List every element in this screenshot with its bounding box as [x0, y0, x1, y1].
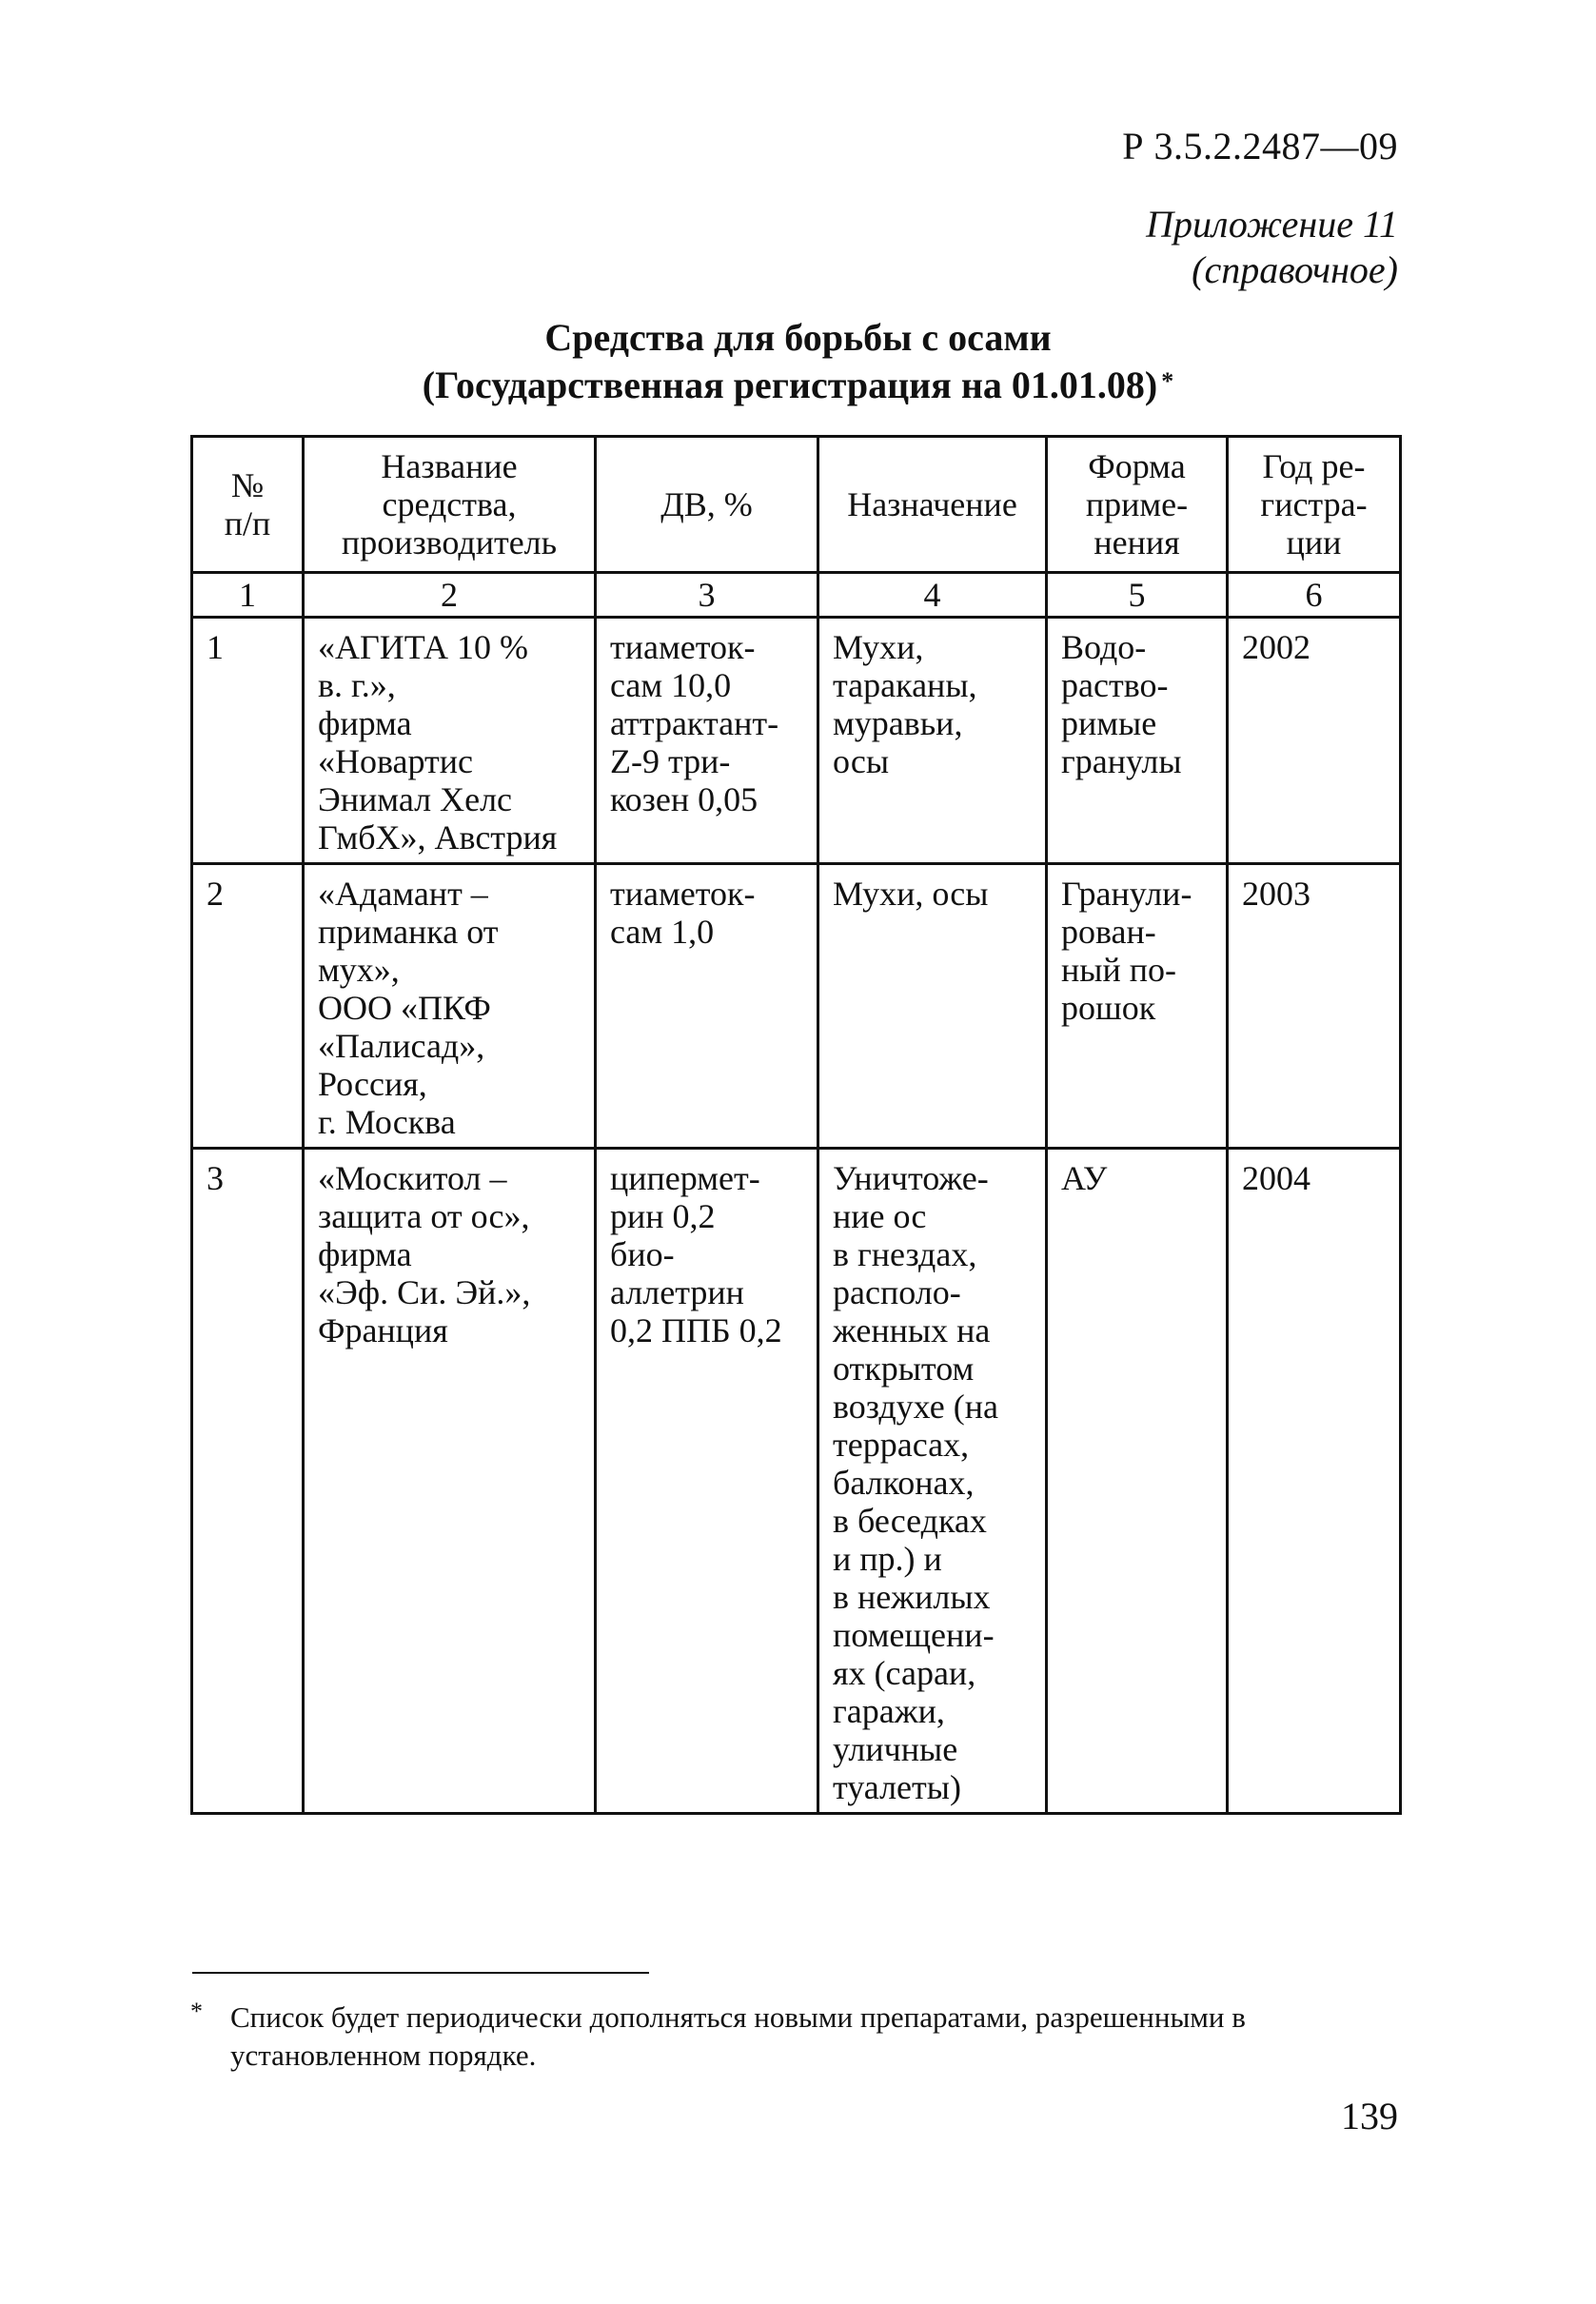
- cell-line: 2: [207, 875, 224, 913]
- cell-line: и пр.) и: [833, 1540, 942, 1578]
- footnote-text: Список будет периодически дополняться новыми препаратами, разрешенными в установленном порядке.: [230, 2000, 1246, 2072]
- title-line-2-text: (Государственная регистрация на 01.01.08): [422, 364, 1158, 406]
- column-header-4: [818, 437, 1047, 573]
- column-number: 3: [596, 573, 818, 618]
- cell-line: 3: [207, 1159, 224, 1197]
- cell-line: осы: [833, 742, 890, 780]
- cell-line: Россия,: [318, 1065, 427, 1103]
- column-header-line: ДВ, %: [660, 485, 753, 523]
- registration-year-cell: [1228, 864, 1401, 1149]
- cell-line: тиаметок-: [610, 628, 756, 666]
- cell-line: раство-: [1061, 666, 1169, 704]
- cell-line: козен 0,05: [610, 780, 759, 818]
- cell-line: балконах,: [833, 1464, 975, 1502]
- page-title: [190, 314, 1406, 409]
- cell-line: ГмбХ», Австрия: [318, 818, 558, 857]
- page-number: 139: [1341, 2095, 1398, 2137]
- cell-line: тиаметок-: [610, 875, 756, 913]
- cell-line: 0,2 ППБ 0,2: [610, 1311, 782, 1349]
- cell-line: Мухи, осы: [833, 875, 989, 913]
- cell-line: рин 0,2: [610, 1197, 716, 1235]
- column-header-line: приме-: [1085, 485, 1189, 523]
- column-header-6: [1228, 437, 1401, 573]
- column-header-line: производитель: [341, 523, 558, 561]
- cell-line: 1: [207, 628, 224, 666]
- title-footnote-mark: *: [1161, 367, 1174, 395]
- cell-line: «АГИТА 10 %: [318, 628, 528, 666]
- cell-line: фирма: [318, 704, 412, 742]
- products-table: [190, 435, 1402, 1815]
- cell-line: ООО «ПКФ: [318, 989, 491, 1027]
- cell-line: «Палисад»,: [318, 1027, 485, 1065]
- cell-line: приманка от: [318, 913, 499, 951]
- appendix-number: Приложение 11: [1146, 203, 1398, 246]
- title-line-1: Средства для борьбы с осами: [544, 316, 1052, 359]
- cell-line: мух»,: [318, 951, 400, 989]
- registration-year-cell: [1228, 1149, 1401, 1814]
- cell-line: гранулы: [1061, 742, 1182, 780]
- cell-line: защита от ос»,: [318, 1197, 530, 1235]
- product-name-cell: [304, 1149, 596, 1814]
- registration-year-cell: [1228, 618, 1401, 864]
- active-ingredient-cell: [596, 618, 818, 864]
- cell-line: Водо-: [1061, 628, 1147, 666]
- product-name-cell: [304, 864, 596, 1149]
- cell-line: туалеты): [833, 1768, 961, 1806]
- cell-line: ях (сараи,: [833, 1654, 976, 1692]
- cell-line: 2004: [1242, 1159, 1310, 1197]
- table-header-row: [192, 437, 1401, 573]
- application-form-cell: [1047, 1149, 1228, 1814]
- cell-line: Франция: [318, 1311, 448, 1349]
- column-header-2: [304, 437, 596, 573]
- purpose-cell: [818, 864, 1047, 1149]
- cell-line: «Эф. Си. Эй.»,: [318, 1273, 531, 1311]
- column-header-1: [192, 437, 304, 573]
- column-numbers-row: [192, 573, 1401, 618]
- column-header-line: гистра-: [1260, 485, 1368, 523]
- cell-line: аттрактант-: [610, 704, 779, 742]
- footnote-mark: *: [190, 1998, 203, 2025]
- table-row: [192, 864, 1401, 1149]
- cell-line: «Новартис: [318, 742, 474, 780]
- cell-line: «Москитол –: [318, 1159, 507, 1197]
- footnote-divider: [192, 1972, 649, 1974]
- cell-line: ние ос: [833, 1197, 927, 1235]
- purpose-cell: [818, 1149, 1047, 1814]
- cell-line: сам 1,0: [610, 913, 715, 951]
- cell-line: муравьи,: [833, 704, 963, 742]
- column-number: 4: [818, 573, 1047, 618]
- active-ingredient-cell: [596, 864, 818, 1149]
- cell-line: Уничтоже-: [833, 1159, 989, 1197]
- row-number-cell: [192, 618, 304, 864]
- appendix-type: (справочное): [1192, 248, 1398, 291]
- cell-line: фирма: [318, 1235, 412, 1273]
- column-header-line: Форма: [1088, 447, 1186, 485]
- cell-line: располо-: [833, 1273, 961, 1311]
- cell-line: био-: [610, 1235, 675, 1273]
- cell-line: в гнездах,: [833, 1235, 977, 1273]
- cell-line: 2003: [1242, 875, 1310, 913]
- cell-line: в нежилых: [833, 1578, 991, 1616]
- cell-line: Гранули-: [1061, 875, 1192, 913]
- cell-line: рован-: [1061, 913, 1156, 951]
- cell-line: ципермет-: [610, 1159, 760, 1197]
- cell-line: помещени-: [833, 1616, 995, 1654]
- table-row: [192, 618, 1401, 864]
- column-header-line: нения: [1094, 523, 1180, 561]
- column-number: 6: [1228, 573, 1401, 618]
- cell-line: гаражи,: [833, 1692, 945, 1730]
- cell-line: открытом: [833, 1349, 975, 1388]
- cell-line: Энимал Хелс: [318, 780, 513, 818]
- cell-line: воздухе (на: [833, 1388, 998, 1426]
- table-row: [192, 1149, 1401, 1814]
- purpose-cell: [818, 618, 1047, 864]
- column-number: 5: [1047, 573, 1228, 618]
- cell-line: в беседках: [833, 1502, 987, 1540]
- title-line-2: [190, 362, 1406, 409]
- document-code: Р 3.5.2.2487—09: [1122, 125, 1398, 167]
- cell-line: римые: [1061, 704, 1157, 742]
- cell-line: аллетрин: [610, 1273, 744, 1311]
- row-number-cell: [192, 1149, 304, 1814]
- column-header-line: №: [230, 466, 265, 504]
- appendix-label: [827, 202, 1398, 293]
- cell-line: Мухи,: [833, 628, 924, 666]
- cell-line: тараканы,: [833, 666, 977, 704]
- column-header-line: ции: [1286, 523, 1342, 561]
- column-header-5: [1047, 437, 1228, 573]
- application-form-cell: [1047, 864, 1228, 1149]
- cell-line: Z-9 три-: [610, 742, 731, 780]
- column-header-3: [596, 437, 818, 573]
- cell-line: ный по-: [1061, 951, 1176, 989]
- cell-line: сам 10,0: [610, 666, 732, 704]
- row-number-cell: [192, 864, 304, 1149]
- column-header-line: средства,: [382, 485, 517, 523]
- cell-line: «Адамант –: [318, 875, 488, 913]
- cell-line: 2002: [1242, 628, 1310, 666]
- cell-line: уличные: [833, 1730, 958, 1768]
- column-header-line: п/п: [224, 504, 271, 542]
- cell-line: рошок: [1061, 989, 1156, 1027]
- cell-line: г. Москва: [318, 1103, 456, 1141]
- cell-line: женных на: [833, 1311, 991, 1349]
- footnote: [190, 1999, 1409, 2075]
- application-form-cell: [1047, 618, 1228, 864]
- active-ingredient-cell: [596, 1149, 818, 1814]
- cell-line: террасах,: [833, 1426, 970, 1464]
- product-name-cell: [304, 618, 596, 864]
- cell-line: АУ: [1061, 1159, 1108, 1197]
- column-header-line: Год ре-: [1262, 447, 1366, 485]
- column-number: 1: [192, 573, 304, 618]
- cell-line: в. г.»,: [318, 666, 396, 704]
- column-header-line: Назначение: [847, 485, 1017, 523]
- column-header-line: Название: [381, 447, 518, 485]
- column-number: 2: [304, 573, 596, 618]
